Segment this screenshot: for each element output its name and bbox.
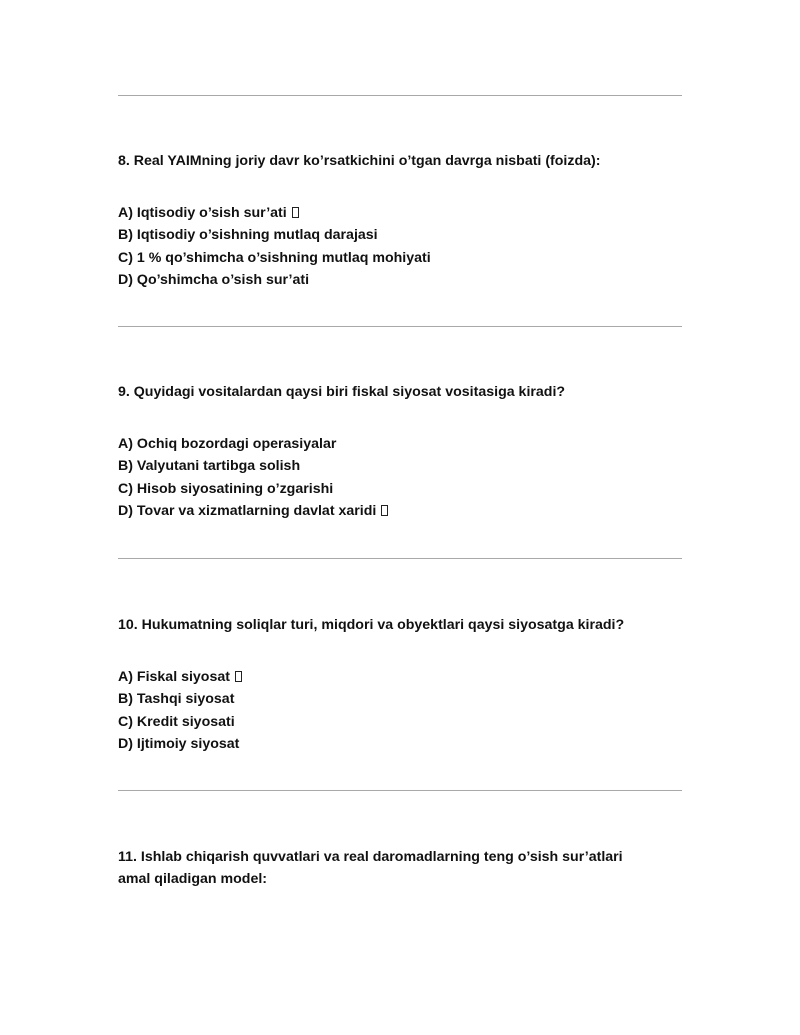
option-label: C) 1 % qo’shimcha o’sishning mutlaq mohiyati <box>118 249 431 266</box>
option-label: A) Iqtisodiy o’sish sur’ati <box>118 205 287 221</box>
option-d <box>118 500 688 522</box>
option-label: C) Kredit siyosati <box>118 713 235 730</box>
horizontal-divider <box>118 95 682 96</box>
option-label: C) Hisob siyosatining o’zgarishi <box>118 480 334 497</box>
option-a <box>118 666 688 688</box>
question-8 <box>118 150 688 291</box>
answer-mark-icon <box>235 671 242 682</box>
answer-mark-icon <box>381 505 388 516</box>
option-d <box>118 269 688 291</box>
horizontal-divider <box>118 790 682 791</box>
options-list <box>118 433 688 522</box>
option-label: D) Qo’shimcha o’sish sur’ati <box>118 271 310 288</box>
question-text: 11. Ishlab chiqarish quvvatlari va real daromadlarning teng o’sish sur’atlari amal qiladigan model: <box>118 849 623 887</box>
options-list <box>118 202 688 291</box>
option-b <box>118 688 688 710</box>
option-a <box>118 202 688 224</box>
option-label: B) Tashqi siyosat <box>118 691 235 708</box>
answer-mark-icon <box>292 207 299 218</box>
options-list <box>118 666 688 755</box>
option-label: D) Ijtimoiy siyosat <box>118 735 240 752</box>
option-d <box>118 733 688 755</box>
option-a <box>118 433 688 455</box>
option-c <box>118 711 688 733</box>
option-c <box>118 247 688 269</box>
option-label: B) Iqtisodiy o’sishning mutlaq darajasi <box>118 227 378 244</box>
option-b <box>118 224 688 246</box>
question-text: 10. Hukumatning soliqlar turi, miqdori va obyektlari qaysi siyosatga kiradi? <box>118 617 625 633</box>
option-label: A) Ochiq bozordagi operasiyalar <box>118 436 337 452</box>
horizontal-divider <box>118 558 682 559</box>
option-b <box>118 455 688 477</box>
option-label: B) Valyutani tartibga solish <box>118 458 301 475</box>
option-c <box>118 478 688 500</box>
horizontal-divider <box>118 326 682 327</box>
question-11 <box>118 846 648 890</box>
question-9 <box>118 381 688 522</box>
option-label: A) Fiskal siyosat <box>118 669 230 685</box>
question-text: 9. Quyidagi vositalardan qaysi biri fiskal siyosat vositasiga kiradi? <box>118 384 566 400</box>
option-label: D) Tovar va xizmatlarning davlat xaridi <box>118 502 377 519</box>
question-text: 8. Real YAIMning joriy davr ko’rsatkichini o’tgan davrga nisbati (foizda): <box>118 153 601 169</box>
question-10 <box>118 614 688 755</box>
